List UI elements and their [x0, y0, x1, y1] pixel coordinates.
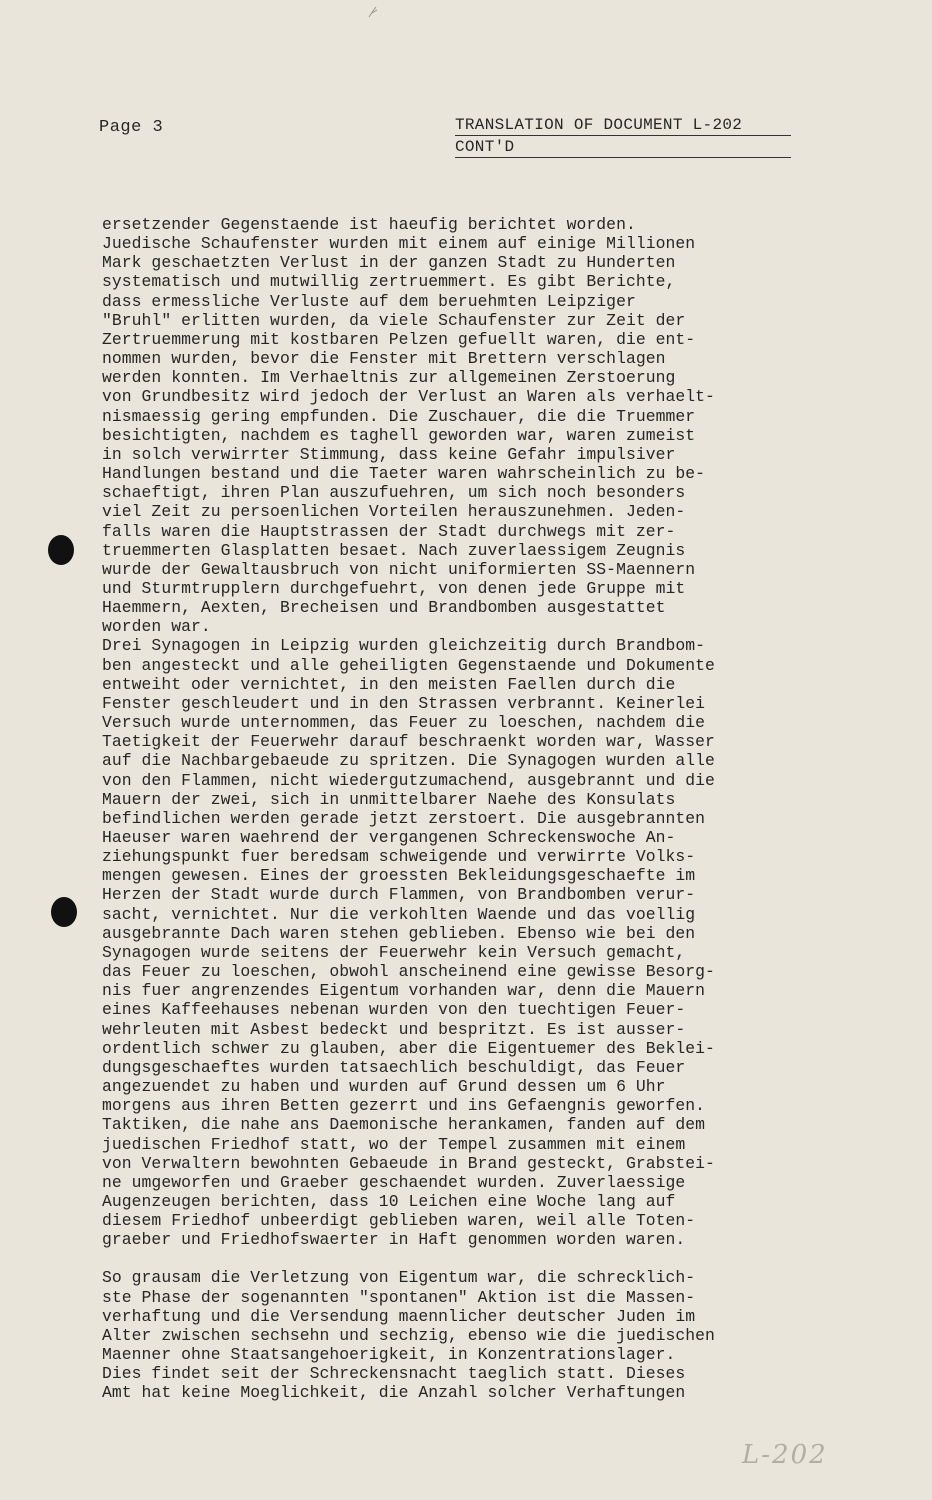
text-line: "Bruhl" erlitten wurden, da viele Schaufenster zur Zeit der: [102, 310, 686, 330]
text-line: entweiht oder vernichtet, in den meisten Faellen durch die: [102, 674, 676, 694]
text-line: Amt hat keine Moeglichkeit, die Anzahl solcher Verhaftungen: [102, 1383, 686, 1403]
text-line: Mauern der zwei, sich in unmittelbarer Naehe des Konsulats: [102, 789, 676, 809]
text-line: Haemmern, Aexten, Brecheisen und Brandbomben ausgestattet: [102, 598, 666, 618]
text-line: besichtigten, nachdem es taghell geworden war, waren zumeist: [102, 425, 696, 445]
text-line: ne umgeworfen und Graeber geschaendet wurden. Zuverlaessige: [102, 1172, 686, 1192]
text-line: nismaessig gering empfunden. Die Zuschauer, die die Truemmer: [102, 406, 696, 426]
text-line: dungsgeschaeftes wurden tatsaechlich beschuldigt, das Feuer: [102, 1057, 686, 1077]
text-line: Drei Synagogen in Leipzig wurden gleichzeitig durch Brandbom-: [102, 636, 706, 656]
text-line: juedischen Friedhof statt, wo der Tempel zusammen mit einem: [102, 1134, 686, 1154]
text-line: morgens aus ihren Betten gezerrt und ins Gefaengnis geworfen.: [102, 1096, 706, 1116]
text-line: dass ermessliche Verluste auf dem beruehmten Leipziger: [102, 291, 636, 311]
text-line: von den Flammen, nicht wiedergutzumachend, ausgebrannt und die: [102, 770, 715, 790]
text-line: ben angesteckt und alle geheiligten Gegenstaende und Dokumente: [102, 655, 715, 675]
text-line: sacht, vernichtet. Nur die verkohlten Waende und das voellig: [102, 904, 696, 924]
text-line: befindlichen werden gerade jetzt zerstoert. Die ausgebrannten: [102, 808, 706, 828]
text-line: systematisch und mutwillig zertruemmert. Es gibt Berichte,: [102, 272, 676, 292]
text-line: Dies findet seit der Schreckensnacht taeglich statt. Dieses: [102, 1364, 686, 1384]
text-line: So grausam die Verletzung von Eigentum war, die schrecklich-: [102, 1268, 696, 1288]
text-line: Herzen der Stadt wurde durch Flammen, von Brandbomben verur-: [102, 885, 696, 905]
pencil-mark: [367, 5, 379, 19]
document-body: [102, 215, 822, 1403]
text-line: verhaftung und die Versendung maennlicher deutscher Juden im: [102, 1306, 696, 1326]
punch-hole-bottom: [51, 897, 77, 927]
text-line: falls waren die Hauptstrassen der Stadt durchwegs mit zer-: [102, 521, 676, 541]
handwritten-document-number: L-202: [742, 1440, 828, 1470]
text-line: Augenzeugen berichten, dass 10 Leichen eine Woche lang auf: [102, 1191, 676, 1211]
page-number: Page 3: [99, 118, 164, 137]
text-line: Haeuser waren waehrend der vergangenen Schreckenswoche An-: [102, 828, 676, 847]
text-line: Taetigkeit der Feuerwehr darauf beschraenkt worden war, Wasser: [102, 732, 715, 752]
text-line: Mark geschaetzten Verlust in der ganzen Stadt zu Hunderten: [102, 253, 676, 273]
text-line: von Grundbesitz wird jedoch der Verlust an Waren als verhaelt-: [102, 387, 715, 407]
text-line: Versuch wurde unternommen, das Feuer zu loeschen, nachdem die: [102, 713, 706, 733]
text-line: auf die Nachbargebaeude zu spritzen. Die Synagogen wurden alle: [102, 751, 715, 771]
paragraph-1: [102, 215, 822, 636]
text-line: worden war.: [102, 617, 211, 637]
text-line: ausgebrannte Dach waren stehen geblieben. Ebenso wie bei den: [102, 923, 696, 943]
text-line: und Sturmtrupplern durchgefuehrt, von denen jede Gruppe mit: [102, 578, 686, 598]
text-line: truemmerten Glasplatten besaet. Nach zuverlaessigem Zeugnis: [102, 540, 686, 560]
text-line: Fenster geschleudert und in den Strassen verbrannt. Keinerlei: [102, 693, 706, 713]
text-line: wurde der Gewaltausbruch von nicht uniformierten SS-Maennern: [102, 559, 696, 579]
document-title: TRANSLATION OF DOCUMENT L-202: [455, 116, 791, 136]
paragraph-3: [102, 1268, 822, 1402]
text-line: Juedische Schaufenster wurden mit einem auf einige Millionen: [102, 234, 696, 254]
document-continued: CONT'D: [455, 136, 791, 158]
text-line: Maenner ohne Staatsangehoerigkeit, in Konzentrationslager.: [102, 1345, 676, 1365]
text-line: nis fuer angrenzendes Eigentum vorhanden war, denn die Mauern: [102, 981, 706, 1001]
text-line: ordentlich schwer zu glauben, aber die Eigentuemer des Beklei-: [102, 1038, 715, 1058]
text-line: angezuendet zu haben und wurden auf Grund dessen um 6 Uhr: [102, 1077, 666, 1097]
text-line: Alter zwischen sechsehn und sechzig, ebenso wie die juedischen: [102, 1325, 715, 1345]
text-line: diesem Friedhof unbeerdigt geblieben waren, weil alle Toten-: [102, 1211, 696, 1231]
text-line: eines Kaffeehauses nebenan wurden von den tuechtigen Feuer-: [102, 1000, 686, 1020]
text-line: Zertruemmerung mit kostbaren Pelzen gefuellt waren, die ent-: [102, 329, 696, 349]
text-line: ziehungspunkt fuer beredsam schweigende und verwirrte Volks-: [102, 847, 696, 867]
text-line: graeber und Friedhofswaerter in Haft genommen worden waren.: [102, 1230, 686, 1250]
text-line: ste Phase der sogenannten "spontanen" Aktion ist die Massen-: [102, 1287, 696, 1307]
text-line: in solch verwirrter Stimmung, dass keine Gefahr impulsiver: [102, 444, 676, 464]
text-line: Synagogen wurde seitens der Feuerwehr kein Versuch gemacht,: [102, 942, 686, 962]
text-line: schaeftigt, ihren Plan auszufuehren, um sich noch besonders: [102, 483, 686, 503]
paragraph-gap: [102, 1249, 822, 1268]
text-line: mengen gewesen. Eines der groessten Bekleidungsgeschaefte im: [102, 866, 696, 886]
text-line: ersetzender Gegenstaende ist haeufig berichtet worden.: [102, 215, 636, 234]
text-line: Taktiken, die nahe ans Daemonische herankamen, fanden auf dem: [102, 1115, 706, 1135]
text-line: Handlungen bestand und die Taeter waren wahrscheinlich zu be-: [102, 464, 706, 484]
text-line: nommen wurden, bevor die Fenster mit Brettern verschlagen: [102, 349, 666, 369]
text-line: das Feuer zu loeschen, obwohl anscheinend eine gewisse Besorg-: [102, 962, 715, 982]
text-line: viel Zeit zu persoenlichen Vorteilen herauszunehmen. Jeden-: [102, 502, 686, 522]
text-line: von Verwaltern bewohnten Gebaeude in Brand gesteckt, Grabstei-: [102, 1153, 715, 1173]
text-line: werden konnten. Im Verhaeltnis zur allgemeinen Zerstoerung: [102, 368, 676, 388]
document-header: [455, 116, 791, 158]
punch-hole-top: [48, 535, 74, 565]
text-line: wehrleuten mit Asbest bedeckt und bespritzt. Es ist ausser-: [102, 1019, 686, 1039]
paragraph-2: [102, 636, 822, 1249]
